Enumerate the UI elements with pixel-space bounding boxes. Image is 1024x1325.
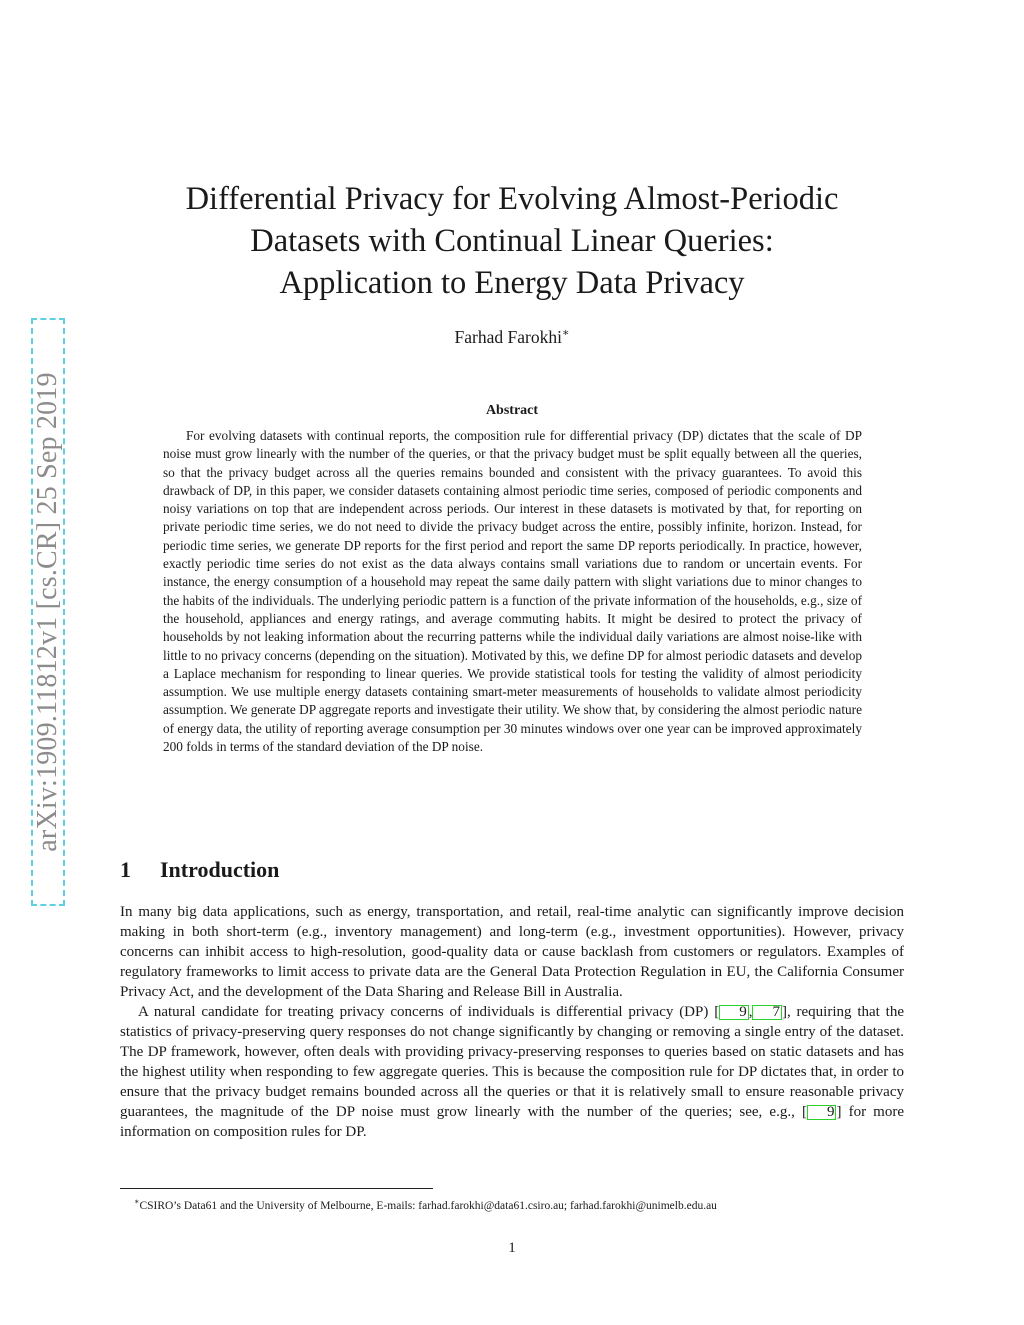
footnote (120, 1194, 904, 1214)
page-number: 1 (508, 1240, 516, 1256)
footnote-text: CSIRO’s Data61 and the University of Melbourne, E-mails: farhad.farokhi@data61.csiro.au; farhad.farokhi@unimelb.edu.au (139, 1199, 717, 1212)
arxiv-identifier-text: arXiv:1909.11812v1 [cs.CR] 25 Sep 2019 (32, 372, 63, 852)
intro-paragraph-2-text-a: A natural candidate for treating privacy concerns of individuals is differential privacy (DP) (138, 1004, 715, 1020)
author-name: Farhad Farokhi (454, 326, 562, 347)
section-title: Introduction (160, 857, 280, 882)
arxiv-identifier-stamp (31, 318, 65, 906)
title-line-1: Differential Privacy for Evolving Almost-Periodic (185, 181, 839, 217)
footnote-divider (120, 1188, 433, 1189)
section-heading-introduction (120, 857, 279, 883)
author-line (120, 326, 904, 348)
author-footnote-mark: ∗ (561, 327, 570, 339)
citation-link-7[interactable]: 7 (752, 1005, 782, 1020)
title-line-2: Datasets with Continual Linear Queries: (250, 223, 774, 259)
intro-paragraph-2-text-c: for more information on composition rules for DP. (120, 1104, 904, 1140)
citation-link-9[interactable]: 9 (719, 1005, 749, 1020)
introduction-body (120, 902, 904, 1142)
paper-title (120, 178, 904, 304)
citation-link-9-second[interactable]: 9 (807, 1105, 837, 1120)
abstract-heading: Abstract (485, 403, 539, 418)
section-number: 1 (120, 857, 131, 882)
intro-paragraph-2: A natural candidate for treating privacy concerns of individuals is differential privacy (DP) [ 9 , 7 ], requiring that the statistics of privacy-preserving query responses do not change significantly by changing or removing a single entry of the dataset. The DP framework, however, often deals with providing privacy-preserving responses to queries based on static datasets and has the highest utility when responding to few aggregate queries. This is because the composition rule for DP dictates that, in order to ensure that the privacy budget remains bounded across all the queries or that it is relatively small to ensure reasonable privacy guarantees, the magnitude of the DP noise must grow linearly with the number of the queries; see, e.g., [ 9 ] for more information on composition rules for DP. (120, 1004, 904, 1140)
abstract-body: For evolving datasets with continual reports, the composition rule for differential privacy (DP) dictates that the scale of DP noise must grow linearly with the number of the queries, or that the privacy budget must be split equally between all the queries, so that the privacy budget across all the queries remains bounded and consistent with the privacy guarantees. To avoid this drawback of DP, in this paper, we consider datasets containing almost periodic time series, composed of periodic components and noisy variations on top that are independent across periods. Our interest in these datasets is motivated by that, for reporting on private periodic time series, we do not need to divide the privacy budget across the entire, possibly infinite, horizon. Instead, for periodic time series, we generate DP reports for the first period and report the same DP reports periodically. In practice, however, exactly periodic time series do not exist as the data always contains small variations due to random or uncertain events. For instance, the energy consumption of a household may repeat the same daily pattern with slight variations due to minor changes to the habits of the individuals. The underlying periodic pattern is a function of the private information of the households, e.g., size of the household, appliances and energy ratings, and average commuting habits. It might be desired to protect the privacy of households by not leaking information about the recurring patterns while the individual daily variations are almost noise-like with little to no privacy concerns (depending on the situation). Motivated by this, we define DP for almost periodic datasets and develop a Laplace mechanism for responding to linear queries. We provide statistical tools for testing the validity of almost periodicity assumption. We use multiple energy datasets containing smart-meter measurements of households to validate almost periodicity assumption. We generate DP aggregate reports and investigate their utility. We show that, by considering the almost periodic nature of energy data, the utility of reporting average consumption per 30 minutes windows over one year can be improved approximately 200 folds in terms of the standard deviation of the DP noise. (163, 428, 862, 755)
title-line-3: Application to Energy Data Privacy (279, 265, 745, 301)
intro-paragraph-2-text-b: , requiring that the statistics of privacy-preserving query responses do not change significantly by changing or removing a single entry of the dataset. The DP framework, however, often deals with providing privacy-preserving responses to queries based on static datasets and has the highest utility when responding to few aggregate queries. This is because the composition rule for DP dictates that, in order to ensure that the privacy budget remains bounded across all the queries or that it is relatively small to ensure reasonable privacy guarantees, the magnitude of the DP noise must grow linearly with the number of the queries; see, e.g., (120, 1004, 904, 1120)
citation-separator: , (748, 1004, 753, 1020)
intro-paragraph-1: In many big data applications, such as energy, transportation, and retail, real-time analytic can significantly improve decision making in both short-term (e.g., inventory management) and long-term (e.g., investment opportunities). However, privacy concerns can inhibit access to high-resolution, good-quality data or cause backlash from customers or regulators. Examples of regulatory frameworks to limit access to private data are the General Data Protection Regulation in EU, the California Consumer Privacy Act, and the development of the Data Sharing and Release Bill in Australia. (120, 904, 904, 1000)
footnote-mark: ∗ (134, 1197, 140, 1206)
